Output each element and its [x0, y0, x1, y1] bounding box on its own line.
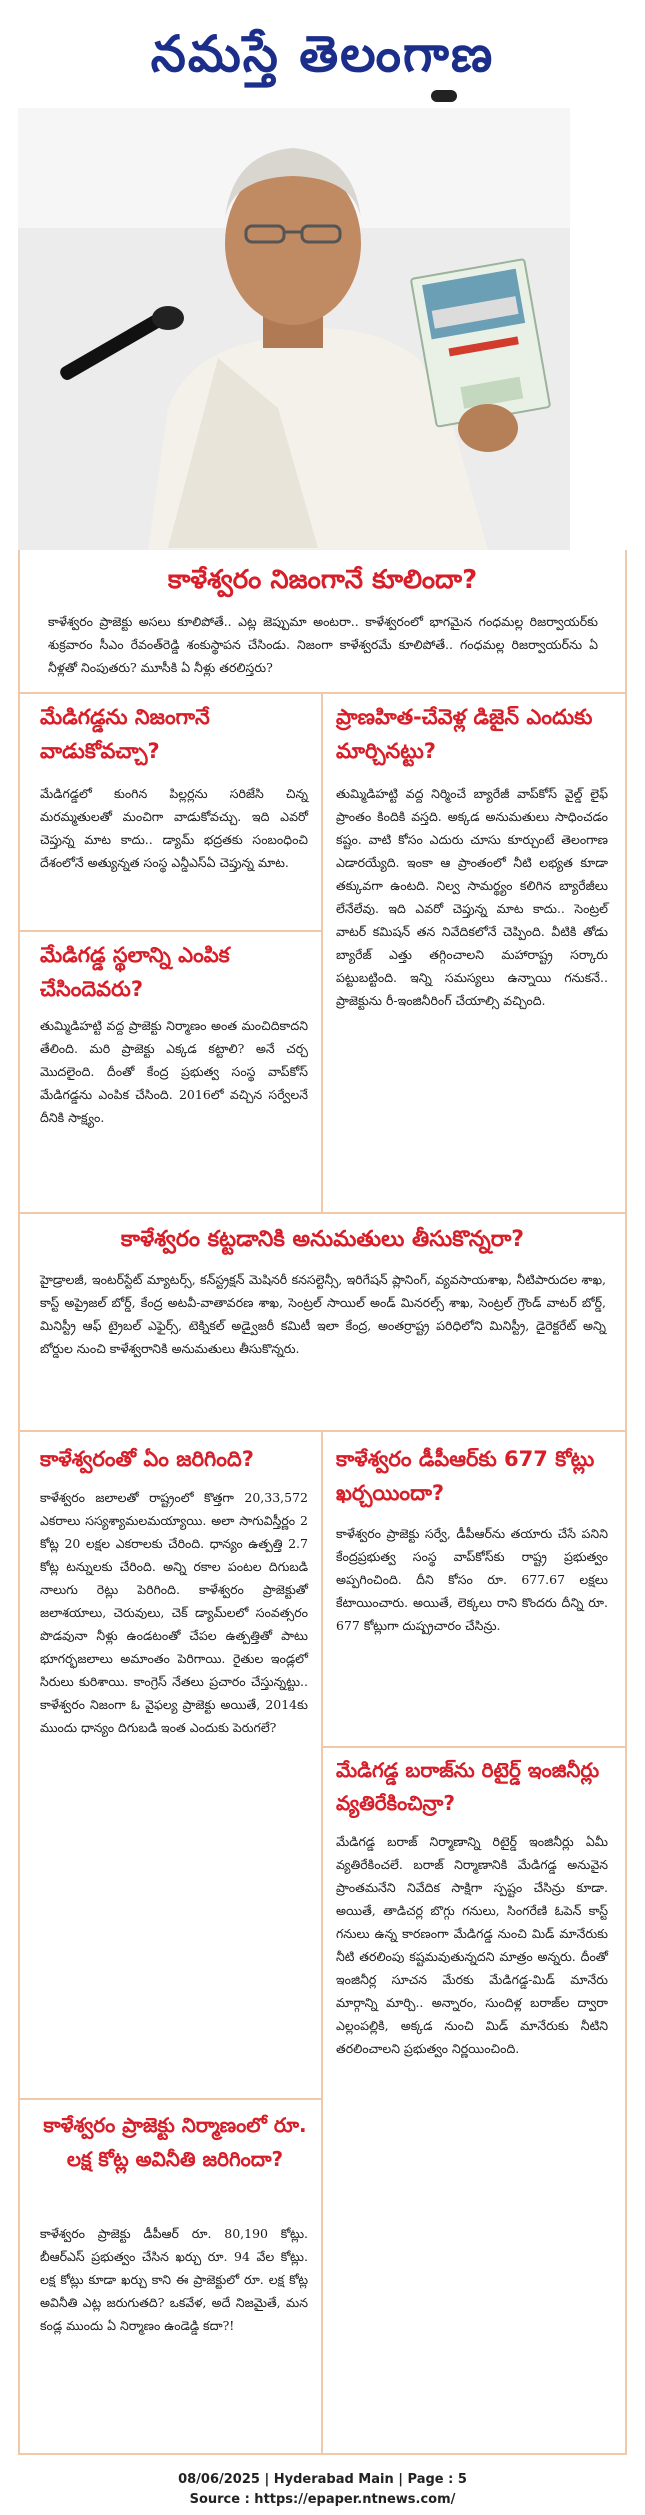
what-happened-body: కాళేశ్వరం జలాలతో రాష్ట్రంలో కొత్తగా 20,33,572 ఎకరాలు సస్యశ్యామలమయ్యాయి. అలా సాగువిస్తీర్ణం 2 కోట్ల 20 లక్షల ఎకరాలకు చేరింది. ధాన్యం ఉత్పత్తి 2.7 కోట్ల టన్నులకు చేరింది. అన్ని రకాల పంటల దిగుబడి నాలుగు రెట్లు పెరిగింది. కాళేశ్వరం ప్రాజెక్టుతో జలాశయాలు, చెరువులు, చెక్ డ్యామ్‌లలో సంవత్సరం పొడవునా నీళ్లు ఉండటంతో చేపల ఉత్పత్తితో పాటు భూగర్భజలాలు అమాంతం పెరిగాయి. రైతుల ఇండ్లలో సిరులు కురిశాయి. కాంగ్రెస్ నేతలు ప్రచారం చేస్తున్నట్టు.. కాళేశ్వరం నిజంగా ఓ వైఫల్య ప్రాజెక్టు అయితే, 2014కు ముందు ధాన్యం దిగుబడి ఇంత ఎందుకు పెరుగలే?: [40, 1490, 308, 1735]
corruption-body: కాళేశ్వరం ప్రాజెక్టు డీపీఆర్ రూ. 80,190 కోట్లు. బీఆర్‌ఎస్ ప్రభుత్వం చేసిన ఖర్చు రూ. 94 వేల కోట్లు. లక్ష కోట్లు కూడా ఖర్చు కాని ఈ ప్రాజెక్టులో రూ. లక్ష కోట్ల అవినీతి ఎట్ల జరుగుతది? ఒకవేళ, అదే నిజమైతే, మన కండ్ల ముందు ఏ నిర్మాణం ఉండెడ్డి కదా?!: [40, 2226, 308, 2333]
masthead-ornament-icon: [431, 90, 457, 102]
pranahita-body: తుమ్మిడిహట్టి వద్ద నిర్మించే బ్యారేజీ వాప్‌కోస్ వైల్డ్ లైఫ్ ప్రాంతం కిందికి వస్తది. అక్కడ అనుమతులు సాధించడం కష్టం. వాటి కోసం ఎదురు చూసు కూర్చుంటే తెలంగాణ ఎడారయ్యేది. ఇంకా ఆ ప్రాంతంలో నీటి లభ్యత కూడా తక్కువగా ఉంటది. నిల్వ సామర్థ్యం కలిగిన బ్యారేజీలు లేనేలేవు. ఇది ఎవరో చెప్తున్న మాట కాదు.. సెంట్రల్ వాటర్ కమిషన్ తన నివేదికలోనే చెప్పింది. వీటికి తోడు బ్యారేజ్ ఎత్తు తగ్గించాలని మహారాష్ట్ర సర్కారు పట్టుబట్టింది. ఇన్ని సమస్యలు ఉన్నాయి గనుకనే.. ప్రాజెక్టును రీ-ఇంజినీరింగ్ చేయాల్సి వచ్చింది.: [336, 786, 608, 1008]
page-footer: [18, 2470, 627, 2510]
divider: [18, 930, 321, 932]
medigadda-site-body: తుమ్మిడిహట్టి వద్ద ప్రాజెక్టు నిర్మాణం అంత మంచిదికాదని తేలింది. మరి ప్రాజెక్టు ఎక్కడ కట్టాలి? అనే చర్చ మొదలైంది. దీంతో కేంద్ర ప్రభుత్వ సంస్థ వాప్‌కోస్ మేడిగడ్డను ఎంపిక చేసింది. 2016లో వచ్చిన సర్వేలనే దీనికి సాక్ష్యం.: [40, 1018, 308, 1125]
what-happened-headline: కాళేశ్వరంతో ఏం జరిగింది?: [40, 1447, 254, 1471]
dpr-headline: కాళేశ్వరం డీపీఆర్‌కు 677 కోట్లు ఖర్చయిందా?: [336, 1447, 595, 1505]
masthead-title: నమస్తే తెలంగాణ: [150, 24, 495, 83]
person-holding-booklet-icon: [18, 108, 627, 550]
permissions-body: హైడ్రాలజీ, ఇంటర్‌స్టేట్ మ్యాటర్స్, కన్‌స్ట్రక్షన్ మెషినరీ కనసల్టెన్సీ, ఇరిగేషన్ ప్లానింగ్, వ్యవసాయశాఖ, నీటిపారుదల శాఖ, కాస్ట్ అప్రైజల్ బోర్డ్, కేంద్ర అటవీ-వాతావరణ శాఖ, సెంట్రల్ సాయిల్ అండ్ మినరల్స్ శాఖ, సెంట్రల్ గ్రౌండ్ వాటర్ బోర్డ్, మినిస్ట్రీ ఆఫ్ ట్రైబల్ ఎఫైర్స్, టెక్నికల్ అడ్వైజరీ కమిటీ ఇలా కేంద్ర, అంతర్రాష్ట్ర పరిధిలోని మినిస్ట్రీ, డైరెక్టరేట్ అన్ని బోర్డుల నుంచి కాళేశ్వరానికి అనుమతులు తీసుకొన్నరు.: [40, 1272, 606, 1356]
corruption-headline: కాళేశ్వరం ప్రాజెక్టు నిర్మాణంలో రూ. లక్ష కోట్ల అవినీతి జరిగిందా?: [43, 2113, 307, 2171]
column-divider: [321, 1432, 323, 2455]
divider: [323, 1746, 627, 1748]
main-story-body: కాళేశ్వరం ప్రాజెక్టు అసలు కూలిపోతే.. ఎట్ల జెప్పుమా అంటరా.. కాళేశ్వరంలో భాగమైన గంధమల్ల రిజర్వాయర్‌కు శుక్రవారం సీఎం రేవంత్‌రెడ్డి శంకుస్థాపన చేసిండు. నిజంగా కాళేశ్వరమే కూలిపోతే.. గంధమల్ల రిజర్వాయర్‌ను ఏ నీళ్లతో నింపుతరు? మూసీకి ఏ నీళ్లు తరలిస్తరు?: [48, 614, 598, 675]
main-headline: కాళేశ్వరం నిజంగానే కూలిందా?: [167, 565, 478, 595]
source-link[interactable]: Source : https://epaper.ntnews.com/: [189, 2492, 456, 2507]
epaper-page: [18, 0, 627, 2515]
medigadda-use-body: మేడిగడ్డలో కుంగిన పిల్లర్లను సరిజేసి చిన్న మరమ్మతులతో మంచిగా వాడుకోవచ్చు. ఇది ఎవరో చెప్తున్న మాట కాదు.. డ్యామ్ భద్రతకు సంబంధించి దేశంలోనే అత్యున్నత సంస్థ ఎన్డీఎస్‌ఏ చెప్తున్న మాట.: [40, 786, 308, 870]
retired-engineers-headline: మేడిగడ్డ బరాజ్‌ను రిటైర్డ్ ఇంజినీర్లు వ్యతిరేకించిన్రా?: [336, 1758, 600, 1815]
divider: [18, 1212, 627, 1214]
retired-engineers-body: మేడిగడ్డ బరాజ్ నిర్మాణాన్ని రిటైర్డ్ ఇంజినీర్లు ఏమీ వ్యతిరేకించలే. బరాజ్ నిర్మాణానికి మేడిగడ్డ అనువైన ప్రాంతమనేని నివేదిక సాక్షిగా స్పష్టం చేసిన్రు కూడా. అయితే, తాడిచర్ల బొగ్గు గనులు, సింగరేణి ఓపెన్ కాస్ట్ గనులు ఉన్న కారణంగా మేడిగడ్డ నుంచి మిడ్ మానేరుకు నీటి తరలింపు కష్టమవుతున్నదని మాత్రం అన్నరు. దీంతో ఇంజినీర్ల సూచన మేరకు మేడిగడ్డ-మిడ్ మానేరు మార్గాన్ని మార్చి.. అన్నారం, సుందిళ్ల బరాజ్‌ల ద్వారా ఎల్లంపల్లికి, అక్కడ నుంచి మిడ్ మానేరుకు నీటిని తరలించాలని ప్రభుత్వం నిర్ణయించింది.: [336, 1834, 608, 2056]
column-divider: [321, 694, 323, 1212]
pranahita-headline: ప్రాణహిత-చేవెళ్ల డిజైన్ ఎందుకు మార్చినట్టు?: [336, 705, 593, 763]
permissions-headline: కాళేశ్వరం కట్టడానికి అనుమతులు తీసుకొన్నరా?: [120, 1227, 525, 1252]
masthead: [18, 0, 627, 108]
dpr-body: కాళేశ్వరం ప్రాజెక్టు సర్వే, డీపీఆర్‌ను తయారు చేసే పనిని కేంద్రప్రభుత్వ సంస్థ వాప్‌కోస్‌కు రాష్ట్ర ప్రభుత్వం అప్పగించింది. దీని కోసం రూ. 677.67 లక్షలు కేటాయించారు. అయితే, లెక్కలు రాని కొందరు దీన్ని రూ. 677 కోట్లుగా దుష్ప్రచారం చేసిన్రు.: [336, 1526, 608, 1633]
news-photo: [18, 108, 627, 550]
medigadda-use-headline: మేడిగడ్డను నిజంగానే వాడుకోవచ్చా?: [40, 705, 210, 763]
medigadda-site-headline: మేడిగడ్డ స్థలాన్ని ఎంపిక చేసిందెవరు?: [40, 943, 230, 1001]
divider: [18, 2098, 321, 2100]
edition-info: 08/06/2025 | Hyderabad Main | Page : 5: [178, 2472, 467, 2487]
